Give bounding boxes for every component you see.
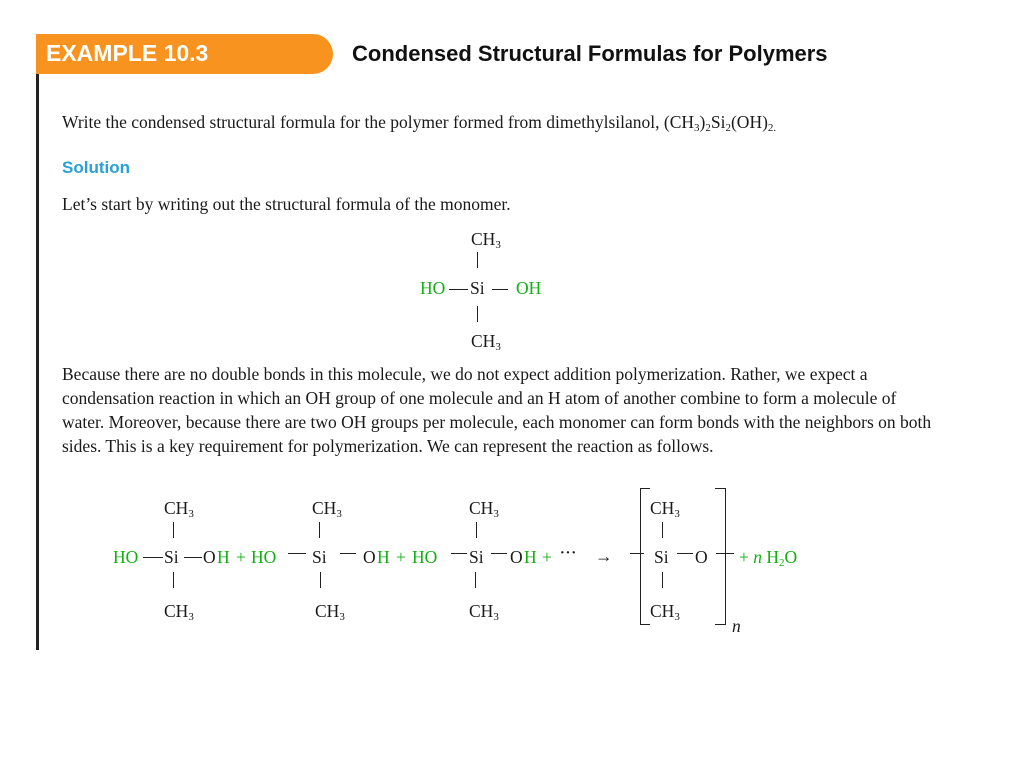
m1-top-bond xyxy=(173,522,174,538)
m2-left-bond xyxy=(288,553,306,554)
right-bracket-bottom xyxy=(715,624,725,625)
m2-h: H xyxy=(377,547,390,567)
m1-h: H xyxy=(217,547,230,567)
m3-ho: HO xyxy=(412,547,438,567)
poly-bottom-ch3: $CH_3$ xyxy=(650,601,680,623)
m3-h: H xyxy=(524,547,537,567)
monomer-right-bond xyxy=(492,289,508,290)
poly-si: Si xyxy=(654,547,669,567)
m2-ho: HO xyxy=(251,547,277,567)
m2-o: O xyxy=(363,547,376,567)
right-bracket xyxy=(725,488,726,625)
m1-top-ch3: $CH_3$ xyxy=(164,498,194,520)
monomer-si: Si xyxy=(470,278,485,298)
m1-bottom-bond xyxy=(173,572,174,588)
m1-o: O xyxy=(203,547,216,567)
left-bracket-bottom xyxy=(640,624,650,625)
m3-si: Si xyxy=(469,547,484,567)
monomer-top-ch3: $CH_3$ xyxy=(471,229,501,251)
monomer-left-ho: HO xyxy=(420,278,446,298)
example-label: EXAMPLE 10.3 xyxy=(46,40,209,66)
monomer-top-bond xyxy=(477,252,478,268)
m2-top-bond xyxy=(319,522,320,538)
poly-top-ch3: $CH_3$ xyxy=(650,498,680,520)
problem-statement: Write the condensed structural formula for the polymer formed from dimethylsilanol, $(CH_3)_2Si_2(OH)_{2.}$ xyxy=(62,112,777,134)
water-term: + n $H_2O$ xyxy=(739,547,798,569)
plus-3: + xyxy=(542,547,552,567)
left-bracket-top xyxy=(640,488,650,489)
poly-bottom-bond xyxy=(662,572,663,588)
poly-si-o-bond xyxy=(677,553,693,554)
poly-top-bond xyxy=(662,522,663,538)
polymer-left-bond xyxy=(630,553,644,554)
monomer-bottom-ch3: $CH_3$ xyxy=(471,331,501,353)
m1-bottom-ch3: $CH_3$ xyxy=(164,601,194,623)
m3-top-bond xyxy=(476,522,477,538)
repeat-n: n xyxy=(732,616,741,636)
explanation-paragraph: Because there are no double bonds in this molecule, we do not expect addition polymerization. Rather, we expect a condensation reaction in which an OH group of one molecule and an H atom of another combine to form a molecule of water. Moreover, because there are two OH groups per molecule, each monomer can form bonds with the neighbors on both sides. This is a key requirement for polymerization. We can represent the reaction as follows. xyxy=(62,364,932,456)
m2-si: Si xyxy=(312,547,327,567)
m2-right-bond xyxy=(340,553,356,554)
monomer-left-bond xyxy=(449,289,468,290)
poly-o: O xyxy=(695,547,708,567)
m1-left-bond xyxy=(143,557,163,558)
m1-ho: HO xyxy=(113,547,139,567)
m3-top-ch3: $CH_3$ xyxy=(469,498,499,520)
ellipsis: ··· xyxy=(559,542,576,564)
m3-left-bond xyxy=(451,553,467,554)
m3-o: O xyxy=(510,547,523,567)
monomer-right-oh: OH xyxy=(516,278,542,298)
solution-heading: Solution xyxy=(62,158,130,177)
m3-bottom-bond xyxy=(475,572,476,588)
m2-bottom-bond xyxy=(320,572,321,588)
left-divider xyxy=(36,74,39,650)
example-banner xyxy=(36,34,333,74)
left-bracket xyxy=(640,488,641,625)
m3-bottom-ch3: $CH_3$ xyxy=(469,601,499,623)
m2-top-ch3: $CH_3$ xyxy=(312,498,342,520)
plus-1: + xyxy=(236,547,246,567)
m3-right-bond xyxy=(491,553,507,554)
plus-2: + xyxy=(396,547,406,567)
m2-bottom-ch3: $CH_3$ xyxy=(315,601,345,623)
reaction-arrow: → xyxy=(595,546,613,566)
solution-intro: Let’s start by writing out the structural formula of the monomer. xyxy=(62,194,511,214)
m1-right-bond xyxy=(184,557,202,558)
page-title: Condensed Structural Formulas for Polymers xyxy=(352,41,828,66)
m1-si: Si xyxy=(164,547,179,567)
right-bracket-top xyxy=(715,488,725,489)
monomer-bottom-bond xyxy=(477,306,478,322)
